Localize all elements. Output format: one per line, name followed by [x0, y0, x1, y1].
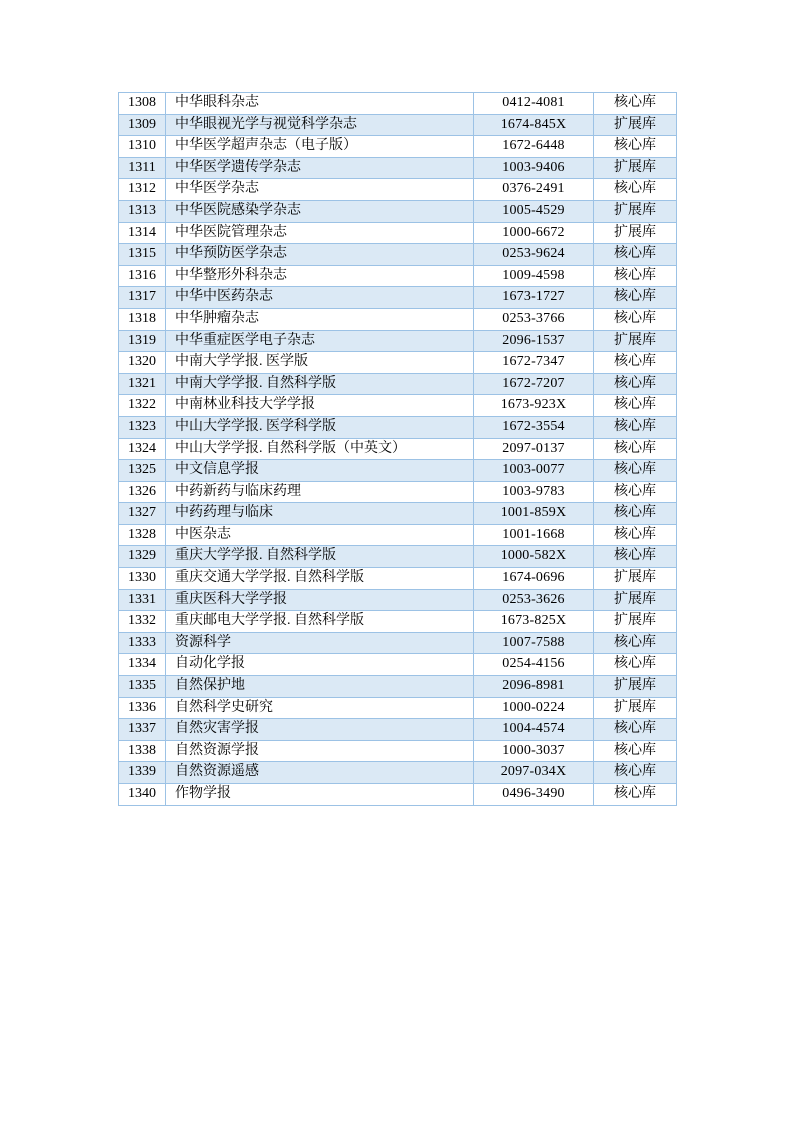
- category-cell: 核心库: [594, 438, 677, 460]
- row-number-cell: 1320: [119, 352, 166, 374]
- journal-title-cell: 重庆大学学报. 自然科学版: [166, 546, 474, 568]
- issn-cell: 2097-034X: [474, 762, 594, 784]
- row-number-cell: 1337: [119, 719, 166, 741]
- journal-row: [119, 222, 677, 244]
- issn-cell: 1673-1727: [474, 287, 594, 309]
- journal-row: [119, 740, 677, 762]
- journal-title-cell: 中药新药与临床药理: [166, 481, 474, 503]
- row-number-cell: 1339: [119, 762, 166, 784]
- journal-title-cell: 中山大学学报. 医学科学版: [166, 416, 474, 438]
- journal-row: [119, 719, 677, 741]
- category-cell: 核心库: [594, 136, 677, 158]
- issn-cell: 1003-0077: [474, 460, 594, 482]
- journal-row: [119, 503, 677, 525]
- category-cell: 核心库: [594, 784, 677, 806]
- journal-row: [119, 697, 677, 719]
- issn-cell: 2096-8981: [474, 676, 594, 698]
- category-cell: 核心库: [594, 308, 677, 330]
- journal-row: [119, 546, 677, 568]
- row-number-cell: 1323: [119, 416, 166, 438]
- issn-cell: 0253-9624: [474, 244, 594, 266]
- category-cell: 核心库: [594, 503, 677, 525]
- issn-cell: 2097-0137: [474, 438, 594, 460]
- journal-title-cell: 中华整形外科杂志: [166, 265, 474, 287]
- issn-cell: 1673-923X: [474, 395, 594, 417]
- journal-row: [119, 784, 677, 806]
- row-number-cell: 1312: [119, 179, 166, 201]
- issn-cell: 0412-4081: [474, 93, 594, 115]
- row-number-cell: 1322: [119, 395, 166, 417]
- journal-title-cell: 中华医院管理杂志: [166, 222, 474, 244]
- row-number-cell: 1313: [119, 200, 166, 222]
- category-cell: 核心库: [594, 481, 677, 503]
- category-cell: 核心库: [594, 416, 677, 438]
- journal-row: [119, 481, 677, 503]
- issn-cell: 1000-0224: [474, 697, 594, 719]
- journal-title-cell: 中华肿瘤杂志: [166, 308, 474, 330]
- journal-title-cell: 中文信息学报: [166, 460, 474, 482]
- row-number-cell: 1311: [119, 157, 166, 179]
- row-number-cell: 1319: [119, 330, 166, 352]
- issn-cell: 1007-7588: [474, 632, 594, 654]
- journal-title-cell: 中华预防医学杂志: [166, 244, 474, 266]
- row-number-cell: 1327: [119, 503, 166, 525]
- journal-row: [119, 438, 677, 460]
- category-cell: 核心库: [594, 179, 677, 201]
- journal-title-cell: 中华眼科杂志: [166, 93, 474, 115]
- journal-row: [119, 308, 677, 330]
- issn-cell: 0253-3626: [474, 589, 594, 611]
- row-number-cell: 1329: [119, 546, 166, 568]
- row-number-cell: 1326: [119, 481, 166, 503]
- journal-row: [119, 589, 677, 611]
- journal-title-cell: 重庆医科大学学报: [166, 589, 474, 611]
- row-number-cell: 1310: [119, 136, 166, 158]
- journal-row: [119, 762, 677, 784]
- journal-row: [119, 676, 677, 698]
- row-number-cell: 1309: [119, 114, 166, 136]
- journal-title-cell: 重庆交通大学学报. 自然科学版: [166, 568, 474, 590]
- row-number-cell: 1315: [119, 244, 166, 266]
- category-cell: 核心库: [594, 632, 677, 654]
- row-number-cell: 1314: [119, 222, 166, 244]
- journal-title-cell: 自动化学报: [166, 654, 474, 676]
- journal-row: [119, 179, 677, 201]
- journal-title-cell: 自然资源学报: [166, 740, 474, 762]
- category-cell: 扩展库: [594, 676, 677, 698]
- row-number-cell: 1324: [119, 438, 166, 460]
- issn-cell: 1000-582X: [474, 546, 594, 568]
- category-cell: 核心库: [594, 373, 677, 395]
- row-number-cell: 1331: [119, 589, 166, 611]
- issn-cell: 1005-4529: [474, 200, 594, 222]
- category-cell: 核心库: [594, 524, 677, 546]
- issn-cell: 1673-825X: [474, 611, 594, 633]
- issn-cell: 1003-9406: [474, 157, 594, 179]
- row-number-cell: 1328: [119, 524, 166, 546]
- journal-row: [119, 524, 677, 546]
- journal-title-cell: 作物学报: [166, 784, 474, 806]
- row-number-cell: 1335: [119, 676, 166, 698]
- category-cell: 扩展库: [594, 222, 677, 244]
- issn-cell: 1000-3037: [474, 740, 594, 762]
- row-number-cell: 1330: [119, 568, 166, 590]
- journal-title-cell: 自然保护地: [166, 676, 474, 698]
- journal-title-cell: 中南大学学报. 自然科学版: [166, 373, 474, 395]
- issn-cell: 1001-859X: [474, 503, 594, 525]
- category-cell: 扩展库: [594, 568, 677, 590]
- issn-cell: 1003-9783: [474, 481, 594, 503]
- category-cell: 核心库: [594, 719, 677, 741]
- row-number-cell: 1340: [119, 784, 166, 806]
- row-number-cell: 1316: [119, 265, 166, 287]
- category-cell: 核心库: [594, 93, 677, 115]
- journal-row: [119, 611, 677, 633]
- journal-title-cell: 中华重症医学电子杂志: [166, 330, 474, 352]
- journal-list-table: [118, 92, 677, 806]
- issn-cell: 0496-3490: [474, 784, 594, 806]
- issn-cell: 1672-7207: [474, 373, 594, 395]
- journal-row: [119, 352, 677, 374]
- journal-row: [119, 265, 677, 287]
- category-cell: 扩展库: [594, 697, 677, 719]
- row-number-cell: 1317: [119, 287, 166, 309]
- category-cell: 核心库: [594, 352, 677, 374]
- journal-row: [119, 136, 677, 158]
- journal-row: [119, 632, 677, 654]
- issn-cell: 1004-4574: [474, 719, 594, 741]
- issn-cell: 2096-1537: [474, 330, 594, 352]
- issn-cell: 1001-1668: [474, 524, 594, 546]
- category-cell: 扩展库: [594, 157, 677, 179]
- category-cell: 扩展库: [594, 200, 677, 222]
- issn-cell: 1009-4598: [474, 265, 594, 287]
- journal-title-cell: 资源科学: [166, 632, 474, 654]
- issn-cell: 0254-4156: [474, 654, 594, 676]
- row-number-cell: 1318: [119, 308, 166, 330]
- category-cell: 扩展库: [594, 589, 677, 611]
- journal-row: [119, 114, 677, 136]
- journal-title-cell: 中药药理与临床: [166, 503, 474, 525]
- journal-row: [119, 654, 677, 676]
- journal-title-cell: 中医杂志: [166, 524, 474, 546]
- journal-title-cell: 中南林业科技大学学报: [166, 395, 474, 417]
- category-cell: 核心库: [594, 762, 677, 784]
- category-cell: 扩展库: [594, 611, 677, 633]
- row-number-cell: 1321: [119, 373, 166, 395]
- journal-title-cell: 自然灾害学报: [166, 719, 474, 741]
- journal-title-cell: 中华中医药杂志: [166, 287, 474, 309]
- journal-title-cell: 自然资源遥感: [166, 762, 474, 784]
- row-number-cell: 1338: [119, 740, 166, 762]
- row-number-cell: 1333: [119, 632, 166, 654]
- row-number-cell: 1334: [119, 654, 166, 676]
- issn-cell: 0253-3766: [474, 308, 594, 330]
- row-number-cell: 1325: [119, 460, 166, 482]
- issn-cell: 1672-7347: [474, 352, 594, 374]
- journal-row: [119, 373, 677, 395]
- issn-cell: 1674-0696: [474, 568, 594, 590]
- journal-title-cell: 中山大学学报. 自然科学版（中英文）: [166, 438, 474, 460]
- journal-row: [119, 568, 677, 590]
- issn-cell: 1672-6448: [474, 136, 594, 158]
- category-cell: 核心库: [594, 460, 677, 482]
- row-number-cell: 1332: [119, 611, 166, 633]
- category-cell: 核心库: [594, 395, 677, 417]
- journal-title-cell: 中华医学杂志: [166, 179, 474, 201]
- row-number-cell: 1308: [119, 93, 166, 115]
- issn-cell: 1672-3554: [474, 416, 594, 438]
- journal-title-cell: 中华医学超声杂志（电子版）: [166, 136, 474, 158]
- journal-title-cell: 重庆邮电大学学报. 自然科学版: [166, 611, 474, 633]
- journal-row: [119, 200, 677, 222]
- journal-row: [119, 395, 677, 417]
- journal-title-cell: 中华医院感染学杂志: [166, 200, 474, 222]
- issn-cell: 1674-845X: [474, 114, 594, 136]
- category-cell: 核心库: [594, 265, 677, 287]
- issn-cell: 0376-2491: [474, 179, 594, 201]
- journal-title-cell: 中华眼视光学与视觉科学杂志: [166, 114, 474, 136]
- issn-cell: 1000-6672: [474, 222, 594, 244]
- journal-row: [119, 93, 677, 115]
- journal-table-body: [119, 93, 677, 806]
- journal-row: [119, 416, 677, 438]
- row-number-cell: 1336: [119, 697, 166, 719]
- category-cell: 核心库: [594, 740, 677, 762]
- journal-title-cell: 自然科学史研究: [166, 697, 474, 719]
- journal-row: [119, 330, 677, 352]
- category-cell: 核心库: [594, 546, 677, 568]
- journal-row: [119, 287, 677, 309]
- category-cell: 核心库: [594, 244, 677, 266]
- category-cell: 核心库: [594, 287, 677, 309]
- category-cell: 扩展库: [594, 114, 677, 136]
- journal-title-cell: 中华医学遗传学杂志: [166, 157, 474, 179]
- journal-title-cell: 中南大学学报. 医学版: [166, 352, 474, 374]
- category-cell: 扩展库: [594, 330, 677, 352]
- journal-row: [119, 157, 677, 179]
- journal-row: [119, 460, 677, 482]
- journal-row: [119, 244, 677, 266]
- category-cell: 核心库: [594, 654, 677, 676]
